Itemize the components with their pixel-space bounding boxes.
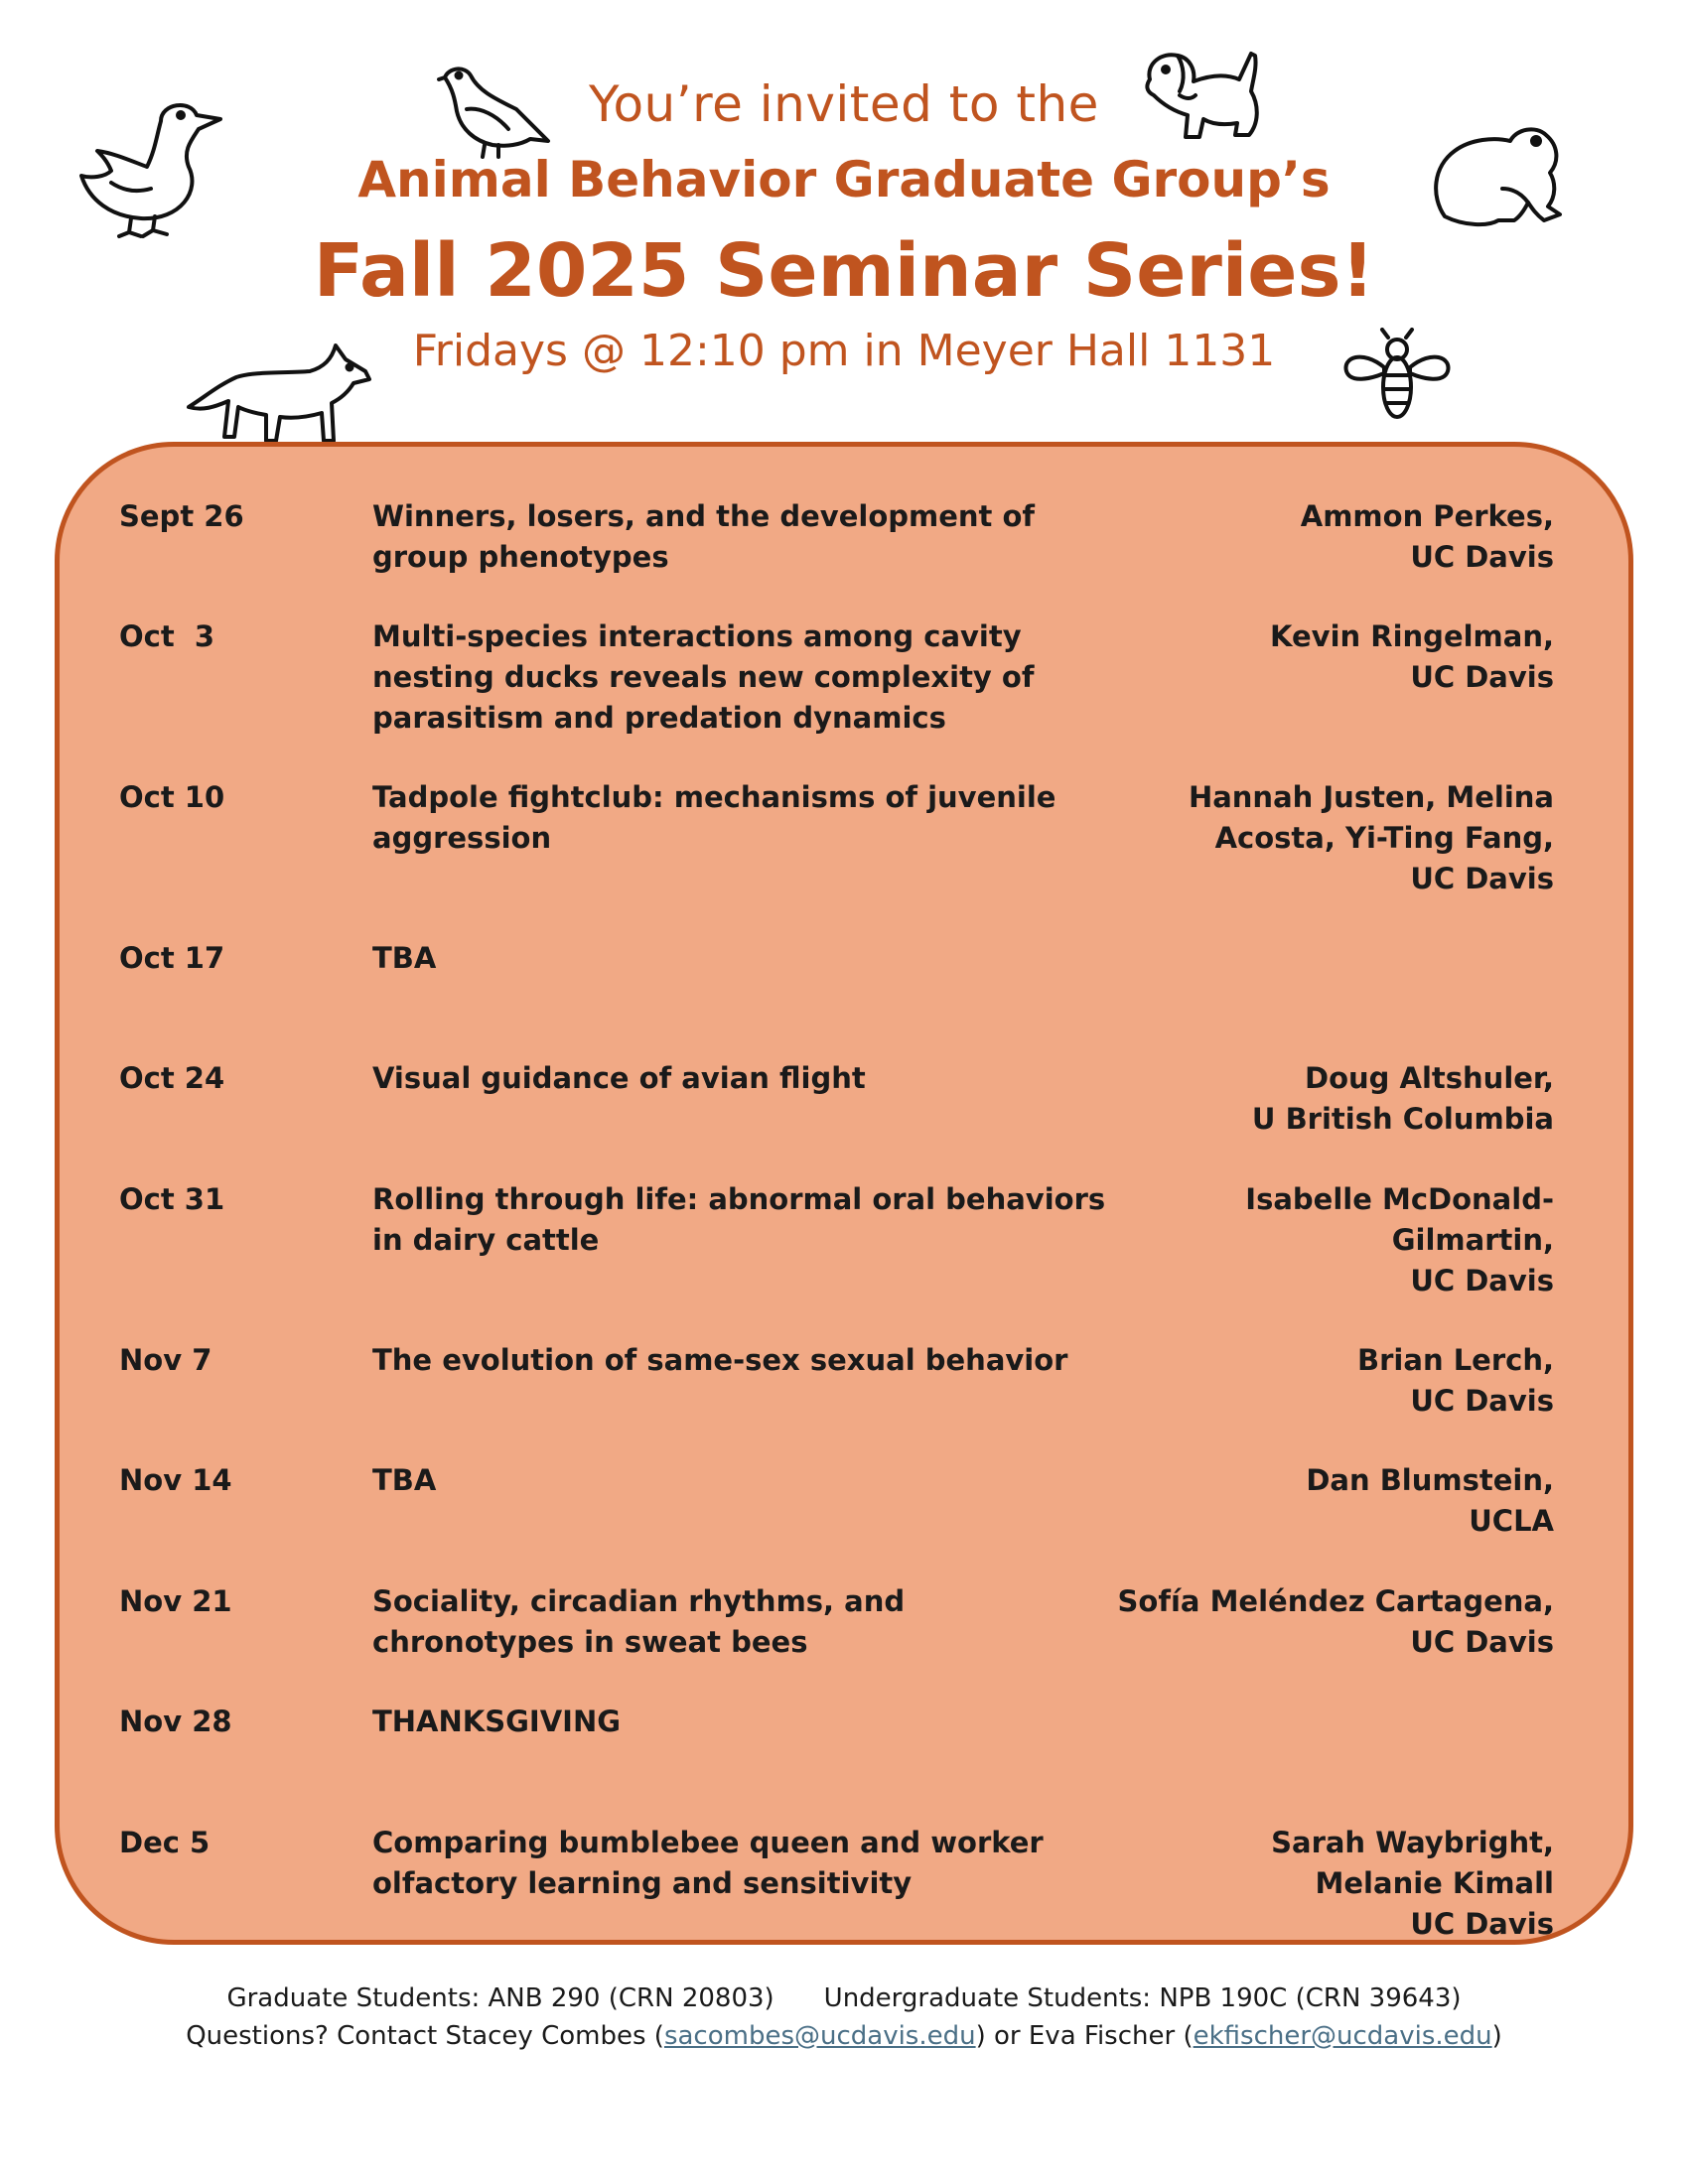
- seminar-date: Nov 7: [119, 1343, 212, 1377]
- seminar-date: Nov 21: [119, 1584, 232, 1618]
- seminar-date: Oct 24: [119, 1061, 225, 1095]
- seminar-speaker: Doug Altshuler, U British Columbia: [1251, 1061, 1554, 1136]
- frog-icon: [1425, 117, 1574, 236]
- header-when-where: Fridays @ 12:10 pm in Meyer Hall 1131: [412, 326, 1276, 376]
- seminar-date: Oct 31: [119, 1182, 225, 1216]
- bee-icon: [1340, 328, 1455, 427]
- seminar-speaker: Ammon Perkes, UC Davis: [1300, 499, 1554, 574]
- seminar-speaker: Isabelle McDonald- Gilmartin, UC Davis: [1245, 1182, 1554, 1297]
- seminar-title: Rolling through life: abnormal oral behaviors in dairy cattle: [372, 1182, 1106, 1257]
- contact-line: [0, 2021, 1688, 2051]
- seminar-speaker: Brian Lerch, UC Davis: [1357, 1343, 1554, 1418]
- header-invite: You’re invited to the: [589, 75, 1099, 133]
- seminar-title: TBA: [372, 1463, 437, 1497]
- schedule-panel: [55, 442, 1633, 1945]
- bird-icon: [437, 60, 556, 159]
- seminar-title: Sociality, circadian rhythms, and chronotypes in sweat bees: [372, 1584, 906, 1659]
- seminar-title: THANKSGIVING: [372, 1705, 622, 1738]
- seminar-title: Tadpole fightclub: mechanisms of juvenile aggression: [372, 780, 1056, 855]
- dog-icon: [1140, 40, 1269, 149]
- seminar-title: The evolution of same-sex sexual behavior: [372, 1343, 1068, 1377]
- seminar-title: Multi-species interactions among cavity nesting ducks reveals new complexity of parasitism and predation dynamics: [372, 619, 1035, 735]
- seminar-speaker: Sarah Waybright, Melanie Kimall UC Davis: [1271, 1826, 1554, 1941]
- seminar-title: Visual guidance of avian flight: [372, 1061, 866, 1095]
- duck-icon: [71, 91, 230, 240]
- course-info: [0, 1983, 1688, 2013]
- email-link-combes[interactable]: sacombes@ucdavis.edu: [663, 2021, 976, 2051]
- contact-prefix: Questions? Contact Stacey Combes (: [186, 2021, 664, 2051]
- seminar-speaker: Hannah Justen, Melina Acosta, Yi-Ting Fang, UC Davis: [1188, 780, 1554, 895]
- seminar-title: Comparing bumblebee queen and worker olfactory learning and sensitivity: [372, 1826, 1044, 1900]
- seminar-speaker: Sofía Meléndez Cartagena, UC Davis: [1117, 1584, 1554, 1659]
- undergrad-course: Undergraduate Students: NPB 190C (CRN 39643): [823, 1983, 1462, 2013]
- seminar-date: Sept 26: [119, 499, 244, 533]
- seminar-title: TBA: [372, 941, 437, 975]
- seminar-date: Dec 5: [119, 1826, 211, 1859]
- header-group: Animal Behavior Graduate Group’s: [357, 151, 1331, 208]
- seminar-date: Oct 10: [119, 780, 225, 814]
- seminar-speaker: Kevin Ringelman, UC Davis: [1270, 619, 1554, 694]
- fox-icon: [185, 338, 378, 447]
- grad-course: Graduate Students: ANB 290 (CRN 20803): [226, 1983, 774, 2013]
- email-link-fischer[interactable]: ekfischer@ucdavis.edu: [1193, 2021, 1492, 2051]
- seminar-speaker: Dan Blumstein, UCLA: [1306, 1463, 1554, 1538]
- seminar-date: Nov 28: [119, 1705, 232, 1738]
- header-series-title: Fall 2025 Seminar Series!: [313, 228, 1375, 314]
- seminar-date: Oct 17: [119, 941, 225, 975]
- seminar-date: Oct 3: [119, 619, 215, 653]
- seminar-date: Nov 14: [119, 1463, 232, 1497]
- contact-mid: ) or Eva Fischer (: [975, 2021, 1194, 2051]
- contact-suffix: ): [1491, 2021, 1502, 2051]
- seminar-title: Winners, losers, and the development of group phenotypes: [372, 499, 1036, 574]
